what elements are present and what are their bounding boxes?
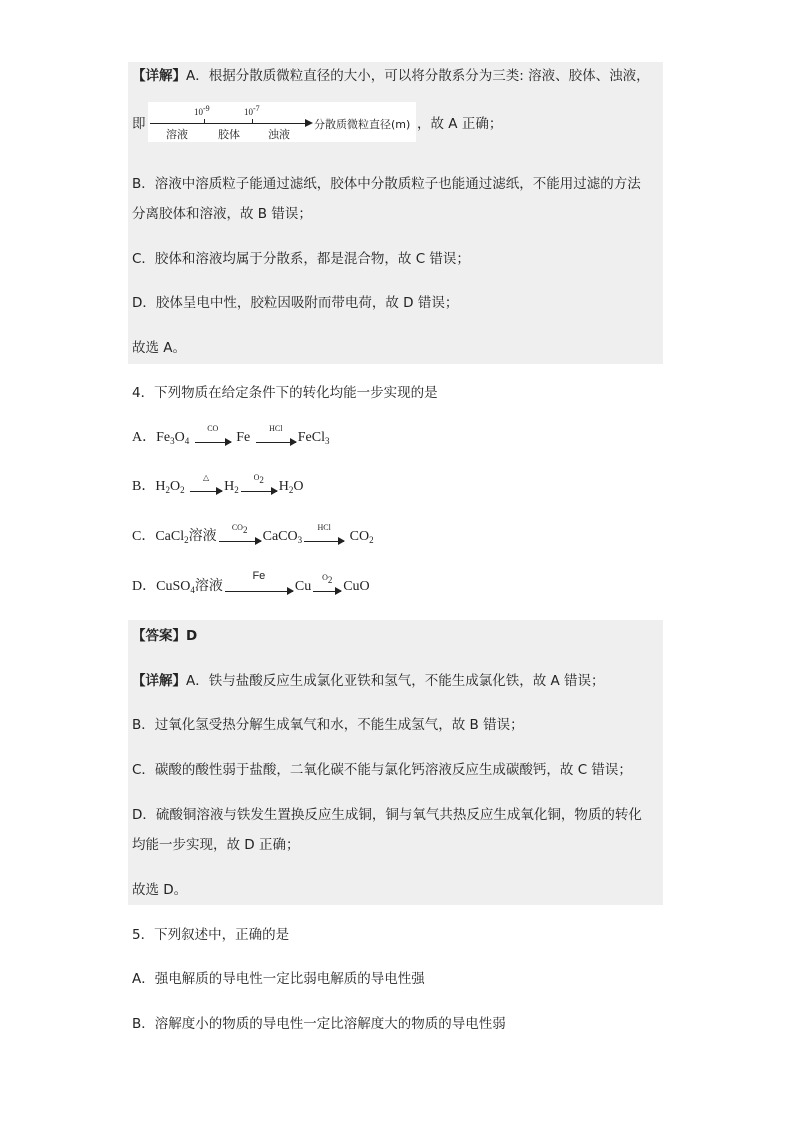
axis-arrowhead bbox=[305, 119, 313, 127]
q4-expl-a: 【详解】A．铁与盐酸反应生成氯化亚铁和氢气，不能生成氯化铁，故 A 错误； bbox=[132, 673, 605, 689]
category-colloid: 胶体 bbox=[218, 128, 240, 141]
q3-conclusion: 故选 A。 bbox=[132, 340, 187, 356]
q4-stem: 4．下列物质在给定条件下的转化均能一步实现的是 bbox=[132, 385, 438, 401]
q4-option-b: B．$H_2O_2$ △ $H_2$ $O_2$ $H_2O$ bbox=[132, 473, 304, 495]
q3-expl-b-line2: 分离胶体和溶液，故 B 错误； bbox=[132, 206, 312, 222]
category-suspension: 浊液 bbox=[268, 128, 290, 141]
reaction-arrow: HCl bbox=[304, 534, 344, 542]
detail-tag: 【详解】 bbox=[132, 68, 186, 84]
reaction-arrow: Fe bbox=[225, 584, 293, 592]
q3-expl-b-line1: B．溶液中溶质粒子能通过滤纸，胶体中分散质粒子也能通过滤纸，不能用过滤的方法 bbox=[132, 176, 641, 192]
q3-expl-d: D．胶体呈电中性，胶粒因吸附而带电荷，故 D 错误； bbox=[132, 295, 459, 311]
q3-expl-a-suffix: ，故 A 正确； bbox=[417, 116, 503, 132]
tick-label-2: $10^{-7}$ bbox=[244, 104, 260, 117]
q4-option-c: C．CaCl$_2$溶液 $CO_2$ CaCO$_3$ HCl $CO_2$ bbox=[132, 523, 374, 545]
q4-expl-d2: 均能一步实现，故 D 正确； bbox=[132, 837, 300, 853]
reaction-arrow: $O_2$ bbox=[241, 484, 277, 492]
q5-option-a: A．强电解质的导电性一定比弱电解质的导电性强 bbox=[132, 971, 425, 987]
axis-tick-1 bbox=[204, 119, 205, 124]
q3-expl-c: C．胶体和溶液均属于分散系，都是混合物，故 C 错误； bbox=[132, 251, 470, 267]
q3-expl-a-line1: 【详解】A．根据分散质微粒直径的大小，可以将分散系分为三类: 溶液、胶体、浊液， bbox=[132, 68, 650, 84]
reaction-arrow: $O_2$ bbox=[313, 584, 341, 592]
q3-expl-a-prefix: 即 bbox=[132, 116, 146, 132]
q4-conclusion: 故选 D。 bbox=[132, 882, 188, 898]
reaction-arrow: HCl bbox=[256, 435, 296, 443]
q5-option-b: B．溶解度小的物质的导电性一定比溶解度大的物质的导电性弱 bbox=[132, 1016, 506, 1032]
dispersion-size-diagram bbox=[148, 102, 416, 142]
q4-expl-b: B．过氧化氢受热分解生成氧气和水，不能生成氢气，故 B 错误； bbox=[132, 717, 524, 733]
q5-stem: 5．下列叙述中，正确的是 bbox=[132, 927, 290, 943]
q4-option-d: D．CuSO$_4$溶液 Fe Cu $O_2$ CuO bbox=[132, 570, 370, 595]
tick-label-1: $10^{-9}$ bbox=[194, 104, 210, 117]
q4-option-a: A．$Fe_3O_4$ CO Fe HCl FeCl$_3$ bbox=[132, 424, 330, 446]
axis-tick-2 bbox=[252, 119, 253, 124]
q4-answer: 【答案】D bbox=[132, 628, 198, 644]
q4-expl-c: C．碳酸的酸性弱于盐酸，二氧化碳不能与氯化钙溶液反应生成碳酸钙，故 C 错误； bbox=[132, 762, 632, 778]
axis-line bbox=[150, 123, 306, 124]
reaction-arrow: △ bbox=[190, 484, 222, 492]
q4-expl-d1: D．硫酸铜溶液与铁发生置换反应生成铜，铜与氧气共热反应生成氧化铜，物质的转化 bbox=[132, 807, 642, 823]
reaction-arrow: $CO_2$ bbox=[219, 534, 261, 542]
category-solution: 溶液 bbox=[166, 128, 188, 141]
reaction-arrow: CO bbox=[195, 435, 231, 443]
axis-title: 分散质微粒直径(m) bbox=[314, 118, 411, 131]
